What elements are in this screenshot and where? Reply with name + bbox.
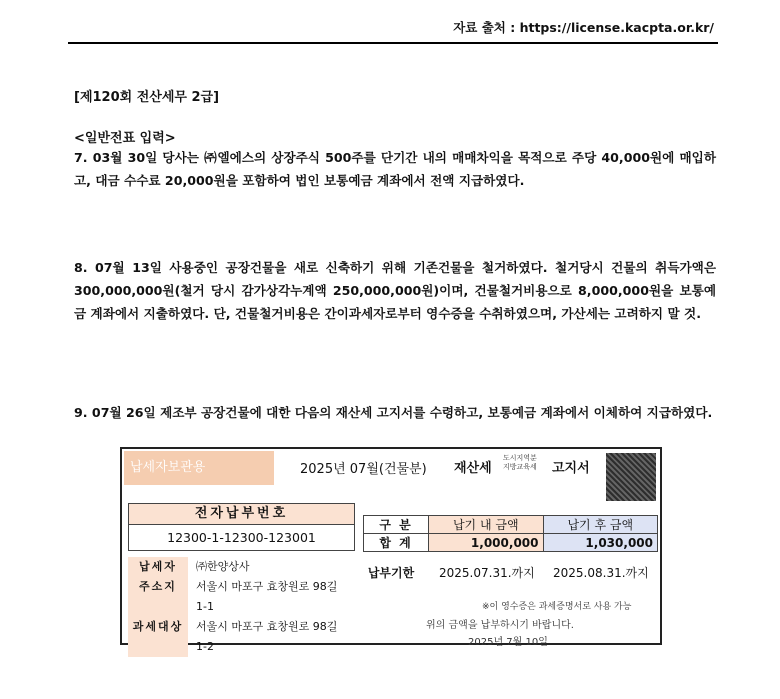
- notice-footnote: ※이 영수증은 과세증명서로 사용 가능: [482, 602, 632, 612]
- address-line-2: 1-1: [196, 600, 214, 613]
- question-8: 8. 07월 13일 사용중인 공장건물을 새로 신축하기 위해 기존건물을 철거하였다. 철거당시 건물의 취득가액은 300,000,000원(철거 당시 감가상각누계액 250,000,000원)이며, 건물철거비용으로 8,000,000원을 보통예금 계좌에서 지출하였다. 단, 건물철거비용은 간이과세자로부터 영수증을 수취하였으며, 가산세는 고려하지 말 것.: [74, 260, 716, 321]
- amount-after: 1,030,000: [543, 534, 658, 552]
- target-row-2: [128, 637, 360, 657]
- taxpayer-label: 납세자: [128, 557, 188, 577]
- address-row-2: [128, 597, 360, 617]
- qr-code-icon: [606, 453, 656, 501]
- amount-total-row: [364, 534, 658, 552]
- header-divider: [68, 42, 718, 44]
- notice-copy-label: 납세자보관용: [124, 451, 274, 485]
- notice-subtype-1: 도시지역분: [503, 454, 537, 462]
- due-label: 납부기한: [367, 566, 415, 580]
- taxpayer-info: [128, 557, 360, 657]
- total-label: 합 계: [364, 534, 429, 552]
- target-line-1: 서울시 마포구 효창원로 98길: [196, 620, 338, 633]
- question-7: 7. 03월 30일 당사는 ㈜엘에스의 상장주식 500주를 단기간 내의 매매차익을 목적으로 주당 40,000원에 매입하고, 대금 수수료 20,000원을 포함하여 법인 보통예금 계좌에서 전액 지급하였다.: [74, 150, 716, 188]
- notice-request: 위의 금액을 납부하시기 바랍니다.: [426, 620, 574, 631]
- notice-subtype-2: 지방교육세: [503, 463, 537, 471]
- notice-tax-name: 재산세: [454, 461, 492, 476]
- notice-date: 2025년 7월 10일: [468, 637, 548, 648]
- due-after: 2025.08.31.까지: [553, 566, 649, 580]
- section-title: <일반전표 입력>: [74, 131, 176, 146]
- taxpayer-row: [128, 557, 360, 577]
- source-text: 자료 출처 : https://license.kacpta.or.kr/: [453, 20, 714, 35]
- target-line-2: 1-2: [196, 640, 214, 653]
- tax-notice: [120, 447, 662, 653]
- notice-title: 고지서: [552, 461, 590, 476]
- epay-number: 12300-1-12300-123001: [128, 525, 355, 551]
- address-label-spacer: [128, 597, 188, 617]
- amount-before-header: 납기 내 금액: [429, 516, 544, 534]
- amount-col-label: 구 분: [364, 516, 429, 534]
- address-label: 주소지: [128, 577, 188, 597]
- target-row-1: [128, 617, 360, 637]
- notice-period: 2025년 07월(건물분): [300, 462, 427, 477]
- taxpayer-name: ㈜한양상사: [196, 560, 250, 573]
- target-label: 과세대상: [128, 617, 188, 637]
- target-label-spacer: [128, 637, 188, 657]
- amount-header-row: [364, 516, 658, 534]
- address-row-1: [128, 577, 360, 597]
- due-row: [363, 557, 658, 589]
- address-line-1: 서울시 마포구 효창원로 98길: [196, 580, 338, 593]
- due-before: 2025.07.31.까지: [439, 566, 535, 580]
- amount-before: 1,000,000: [429, 534, 544, 552]
- amount-after-header: 납기 후 금액: [543, 516, 658, 534]
- amount-table: [363, 515, 658, 552]
- epay-label: 전자납부번호: [128, 503, 355, 525]
- question-9: 9. 07월 26일 제조부 공장건물에 대한 다음의 재산세 고지서를 수령하고, 보통예금 계좌에서 이체하여 지급하였다.: [74, 405, 713, 420]
- exam-title: [제120회 전산세무 2급]: [74, 90, 220, 105]
- notice-tax-subtypes: [503, 454, 537, 472]
